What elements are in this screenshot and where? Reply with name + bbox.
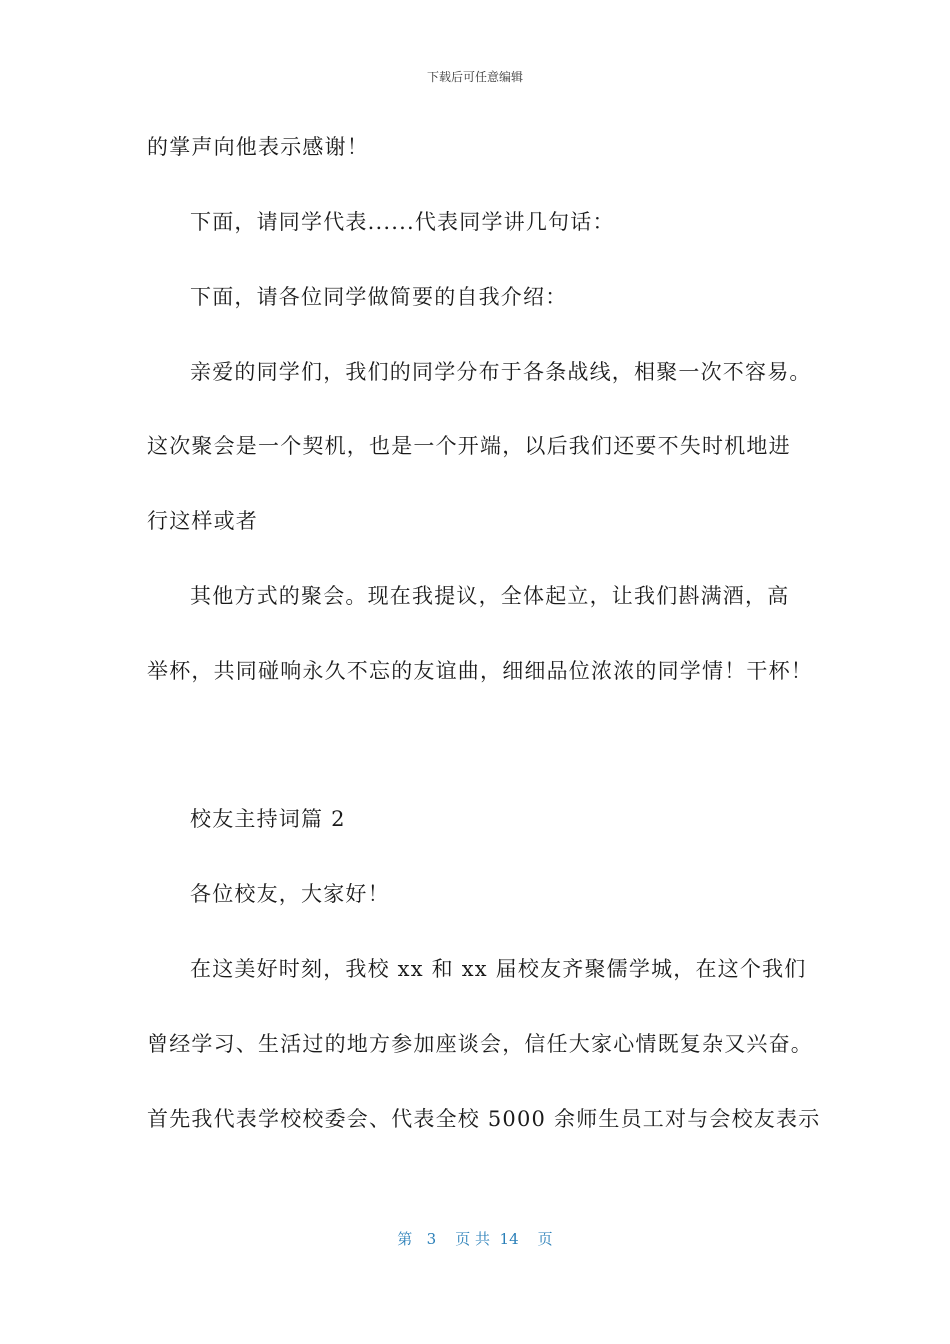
text-line-7: 其他方式的聚会。现在我提议，全体起立，让我们斟满酒，高 bbox=[190, 584, 790, 608]
text-line-11: 在这美好时刻，我校 xx 和 xx 届校友齐聚儒学城，在这个我们 bbox=[190, 957, 807, 981]
page-number-footer: 第 3 页 共 14 页 bbox=[397, 1230, 553, 1248]
text-line-6: 行这样或者 bbox=[147, 509, 258, 533]
text-line-1: 的掌声向他表示感谢！ bbox=[147, 135, 369, 159]
text-line-5: 这次聚会是一个契机，也是一个开端，以后我们还要不失时机地进 bbox=[147, 434, 791, 458]
text-line-2: 下面，请同学代表......代表同学讲几句话： bbox=[190, 210, 615, 234]
text-line-13: 首先我代表学校校委会、代表全校 5000 余师生员工对与会校友表示 bbox=[147, 1107, 821, 1131]
text-line-4: 亲爱的同学们，我们的同学分布于各条战线，相聚一次不容易。 bbox=[190, 360, 812, 384]
text-line-12: 曾经学习、生活过的地方参加座谈会，信任大家心情既复杂又兴奋。 bbox=[147, 1032, 813, 1056]
text-line-8: 举杯，共同碰响永久不忘的友谊曲，细细品位浓浓的同学情！干杯！ bbox=[147, 659, 813, 683]
text-line-3: 下面，请各位同学做简要的自我介绍： bbox=[190, 285, 568, 309]
section-heading: 校友主持词篇 2 bbox=[190, 807, 346, 831]
page-header-note: 下载后可任意编辑 bbox=[426, 70, 523, 84]
text-line-10: 各位校友，大家好！ bbox=[190, 882, 390, 906]
